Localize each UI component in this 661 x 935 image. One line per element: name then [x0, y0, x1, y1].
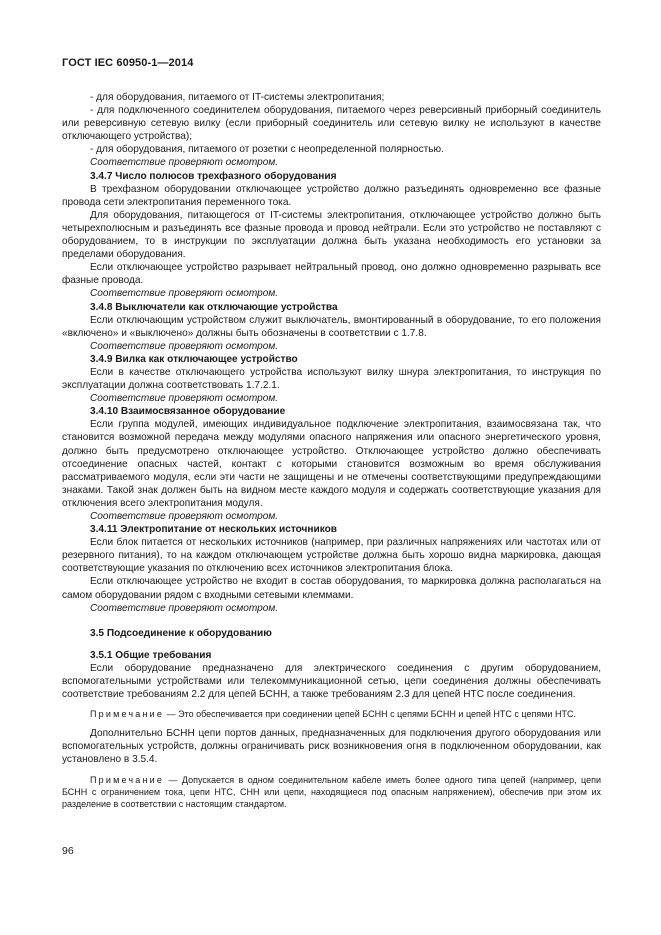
section-title: 3.5 Подсоединение к оборудованию — [90, 627, 272, 639]
document-body — [62, 91, 601, 817]
section-heading: 3.4.9 Вилка как отключающее устройство — [90, 353, 298, 365]
note-text: — Это обеспечивается при соединении цепей БСНН с цепями БСНН и цепей НТС с цепями НТС. — [164, 709, 576, 720]
conformity-note: Соответствие проверяют осмотром. — [90, 157, 279, 169]
note-text: — Допускается в одном соединительном кабеле иметь более одного типа цепей (например, цепи БСНН с ограничением тока, цепи НТС, СНН или цепи, находящиеся под опасным напряжением), обеспечив при этом их разделение в соответствии с настоящим стандартом. — [62, 774, 601, 809]
paragraph: Для оборудования, питающегося от IT-системы электропитания, отключающее устройство должно быть четырехполюсным и разъединять все фазные провода и провод нейтрали. Если это устройство не поставляют с оборудованием, то в инструкции по эксплуатации должна быть указана необходимость его установки за пределами оборудования. — [62, 209, 601, 261]
note-label: Примечание — [90, 709, 165, 720]
note-label: Примечание — [90, 774, 165, 785]
paragraph: Дополнительно БСНН цепи портов данных, предназначенных для подключения другого оборудования или вспомогательных устройств, должны ограничивать риск возникновения огня в подключенном оборудовании, как установлено в 3.5.4. — [62, 728, 601, 766]
paragraph: Если в качестве отключающего устройства используют вилку шнура электропитания, то инструкция по эксплуатации должна соответствовать 1.7.2.1. — [62, 366, 601, 392]
paragraph: В трехфазном оборудовании отключающее устройство должно разъединять одновременно все фазные провода сети электропитания переменного тока. — [62, 183, 601, 208]
section-heading: 3.4.10 Взаимосвязанное оборудование — [90, 406, 286, 418]
conformity-note: Соответствие проверяют осмотром. — [90, 602, 279, 614]
conformity-note: Соответствие проверяют осмотром. — [90, 340, 279, 352]
paragraph: Если оборудование предназначено для электрического соединения с другим оборудованием, вспомогательными устройствами или телекоммуникационной сетью, цепи соединения должны обеспечивать соответствие требованиям 2.2 для цепей БСНН, а также требованиям 2.3 для цепей НТС после соединения. — [62, 662, 601, 701]
page-number: 96 — [62, 845, 74, 857]
paragraph: - для подключенного соединителем оборудования, питаемого через реверсивный приборный соединитель или реверсивную сетевую вилку (если приборный соединитель или сетевую вилку не используют в качестве отключающего устройства); — [62, 105, 601, 143]
paragraph: - для оборудования, питаемого от розетки с неопределенной полярностью. — [90, 144, 444, 156]
note-paragraph — [62, 774, 601, 810]
conformity-note: Соответствие проверяют осмотром. — [90, 288, 279, 300]
section-heading: 3.4.11 Электропитание от нескольких источников — [90, 524, 338, 536]
paragraph: Если отключающим устройством служит выключатель, вмонтированный в оборудование, то его положения «включено» и «выключено» должны быть обозначены в соответствии с 1.7.8. — [62, 314, 601, 339]
paragraph: Если отключающее устройство разрывает нейтральный провод, оно должно одновременно разрывать все фазные провода. — [62, 262, 601, 287]
section-heading: 3.5.1 Общие требования — [90, 649, 212, 661]
conformity-note: Соответствие проверяют осмотром. — [90, 511, 279, 522]
section-heading: 3.4.8 Выключатели как отключающие устройства — [90, 301, 338, 313]
paragraph: Если блок питается от нескольких источников (например, при различных напряжениях или частотах или от резервного питания), то на каждом отключающем устройстве должна быть хорошо видна маркировка, дающая соответствующие указания по отключению всех источников электропитания блока. — [62, 537, 601, 575]
note-paragraph — [62, 708, 601, 720]
paragraph: Если группа модулей, имеющих индивидуальное подключение электропитания, взаимосвязана так, что становится возможной передача между модулями опасного напряжения или опасного энергетического уровня, должно быть предусмотрено отключающее устройство. Отключающее устройство должно обеспечивать отсоединение опасных частей, контакт с которыми становится возможным во время обслуживания рассматриваемого модуля, если эти части не защищены и не отмечены соответствующими предупреждающими знаками. Такой знак должен быть на видном месте каждого модуля и содержать соответствующие указания для отключения всего электропитания модуля. — [62, 419, 601, 509]
paragraph: Если отключающее устройство не входит в состав оборудования, то маркировка должна располагаться на самом оборудовании рядом с входными сетевыми клеммами. — [62, 576, 601, 601]
document-header: ГОСТ IEC 60950-1—2014 — [62, 57, 194, 69]
paragraph: - для оборудования, питаемого от IT-системы электропитания; — [90, 92, 385, 103]
section-heading: 3.4.7 Число полюсов трехфазного оборудования — [90, 170, 337, 182]
conformity-note: Соответствие проверяют осмотром. — [90, 393, 279, 405]
